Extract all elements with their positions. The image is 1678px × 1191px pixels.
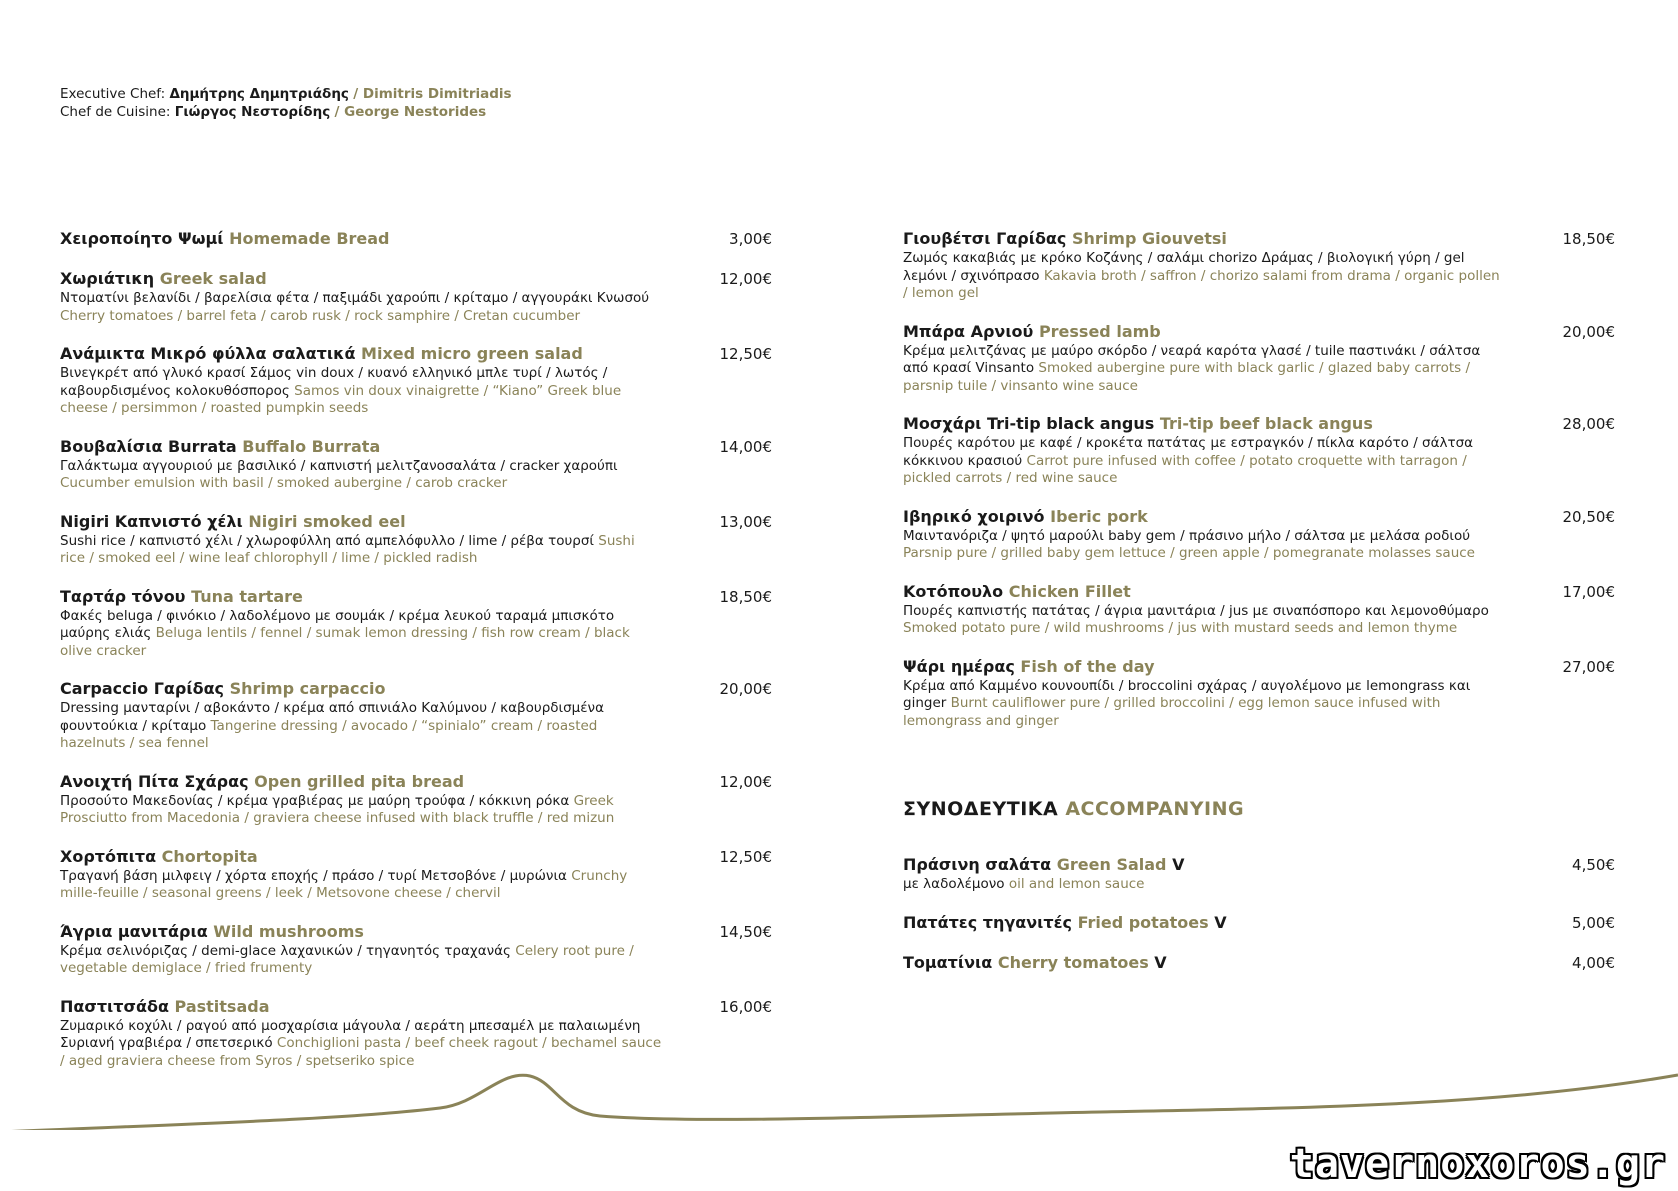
chef-name-en: / Dimitris Dimitriadis xyxy=(353,86,512,102)
menu-item-name-en: Iberic pork xyxy=(1050,506,1148,526)
menu-item-description xyxy=(60,868,772,903)
description-gr: Φακές beluga / φινόκιο / λαδολέμονο με σουμάκ / κρέμα λευκού ταραμά μπισκότο μαύρης ελιάς xyxy=(60,607,615,641)
menu-item-name-en: Wild mushrooms xyxy=(213,921,364,941)
menu-item xyxy=(60,771,772,828)
menu-item-price: 14,00€ xyxy=(719,437,772,456)
menu-item-price: 20,00€ xyxy=(719,680,772,698)
side-item xyxy=(903,854,1615,894)
menu-item-name-gr: Χειροποίητο Ψωμί xyxy=(60,229,224,248)
menu-item-name-gr: Βουβαλίσια Burrata xyxy=(60,436,237,456)
menu-item-title xyxy=(60,436,772,458)
menu-item-title xyxy=(903,228,1615,250)
menu-item-name-gr: Ιβηρικό χοιρινό xyxy=(903,506,1045,526)
description-gr: Τραγανή βάση μιλφειγ / χόρτα εποχής / πράσο / τυρί Μετσοβόνε / μυρώνια xyxy=(60,867,567,884)
menu-item-name-en: Nigiri smoked eel xyxy=(248,511,406,531)
menu-item-name-gr: Ανοιχτή Πίτα Σχάρας xyxy=(60,771,249,791)
chef-credits xyxy=(60,86,512,121)
description-en: Greek Prosciutto from Macedonia / graviera cheese infused with black truffle / red mizun xyxy=(60,792,615,826)
menu-item-title xyxy=(60,996,772,1018)
description-en: Cucumber emulsion with basil / smoked aubergine / carob cracker xyxy=(60,475,508,491)
menu-item-name-en: Tri-tip beef black angus xyxy=(1159,414,1373,433)
description-en: Kakavia broth / saffron / chorizo salami from drama / organic pollen / lemon gel xyxy=(903,267,1500,301)
description-en: Cherry tomatoes / barrel feta / carob rusk / rock samphire / Cretan cucumber xyxy=(60,307,581,324)
menu-item-price: 14,50€ xyxy=(719,922,772,941)
menu-item-description xyxy=(60,290,772,325)
chef-name-gr: Γιώργος Νεστορίδης xyxy=(174,103,331,120)
menu-item-name-gr: Ανάμικτα Μικρό φύλλα σαλατικά xyxy=(60,344,356,363)
menu-item-name-en: Chicken Fillet xyxy=(1008,581,1131,601)
menu-item-title xyxy=(60,921,772,943)
menu-item-name-en: Greek salad xyxy=(159,269,267,288)
menu-item-name-en: Pastitsada xyxy=(174,996,270,1016)
menu-item-title xyxy=(60,771,772,793)
side-item xyxy=(903,952,1615,974)
menu-item-title xyxy=(903,506,1615,528)
side-item-title xyxy=(903,952,1615,974)
description-gr: Κρέμα σελινόριζας / demi-glace λαχανικών / τηγανητός τραχανάς xyxy=(60,942,511,959)
menu-item-price: 13,00€ xyxy=(719,512,772,531)
description-gr: Κρέμα μελιτζάνας με μαύρο σκόρδο / νεαρά καρότα γλασέ / tuile παστινάκι / σάλτσα από κρασί Vinsanto xyxy=(903,342,1481,376)
menu-item xyxy=(60,436,772,493)
menu-item-name-en: Homemade Bread xyxy=(229,229,390,248)
menu-item xyxy=(903,656,1615,731)
menu-item-name-gr: Άγρια μανιτάρια xyxy=(60,921,208,941)
description-en: Beluga lentils / fennel / sumak lemon dressing / fish row cream / black olive cracker xyxy=(60,625,630,659)
side-item-name-en: Green Salad xyxy=(1056,855,1167,874)
description-en: Smoked potato pure / wild mushrooms / jus with mustard seeds and lemon thyme xyxy=(903,620,1458,636)
menu-item xyxy=(60,268,772,325)
menu-item xyxy=(903,228,1615,303)
description-en: Smoked aubergine pure with black garlic / glazed baby carrots / parsnip tuile / vinsanto wine sauce xyxy=(903,360,1471,394)
menu-item-name-en: Buffalo Burrata xyxy=(242,436,381,456)
menu-item xyxy=(60,921,772,978)
menu-item-description xyxy=(903,678,1615,731)
menu-item-price: 18,50€ xyxy=(719,587,772,606)
menu-item-description xyxy=(903,603,1615,638)
menu-item-title xyxy=(60,268,772,290)
menu-item-description xyxy=(903,435,1615,488)
description-gr: Dressing μανταρίνι / αβοκάντο / κρέμα από σπινιάλο Καλύμνου / καβουρδισμένα φουντούκια / κρίταμο xyxy=(60,700,604,734)
description-gr: Βινεγκρέτ από γλυκό κρασί Σάμος vin doux / κυανό ελληνικό μπλε τυρί / λωτός / καβουρδισμένος κολοκυθόσπορος xyxy=(60,365,608,399)
description-en: Tangerine dressing / avocado / “spinialo” cream / roasted hazelnuts / sea fennel xyxy=(60,717,598,751)
description-gr: Προσούτο Μακεδονίας / κρέμα γραβιέρας με μαύρη τρούφα / κόκκινη ρόκα xyxy=(60,792,570,809)
description-en: Samos vin doux vinaigrette / “Kiano” Greek blue cheese / persimmon / roasted pumpkin seeds xyxy=(60,382,622,416)
menu-item-name-gr: Χωριάτικη xyxy=(60,269,155,288)
description-gr: με λαδολέμονο xyxy=(903,876,1005,892)
side-item-name-gr: Τοματίνια xyxy=(903,952,993,972)
menu-item xyxy=(903,321,1615,396)
menu-item-name-en: Pressed lamb xyxy=(1038,321,1161,341)
description-en: Sushi rice / smoked eel / wine leaf chlorophyll / lime / pickled radish xyxy=(60,532,635,566)
menu-item-name-gr: Ψάρι ημέρας xyxy=(903,656,1015,676)
watermark-text: tavernoxoros.gr xyxy=(1289,1141,1666,1187)
side-item-title xyxy=(903,854,1615,876)
menu-item-price: 12,50€ xyxy=(719,847,772,866)
description-en: Carrot pure infused with coffee / potato croquette with tarragon / pickled carrots / red wine sauce xyxy=(903,452,1467,486)
menu-item-title xyxy=(60,678,772,700)
side-item-price: 4,00€ xyxy=(1572,953,1615,972)
menu-item-description xyxy=(60,700,772,753)
menu-item-price: 3,00€ xyxy=(729,230,772,248)
description-gr: Ζυμαρικό κοχύλι / ραγού από μοσχαρίσια μάγουλα / αεράτη μπεσαμέλ με παλαιωμένη Συριανή γραβιέρα / σπετσερικό xyxy=(60,1017,641,1051)
menu-item xyxy=(903,413,1615,488)
menu-item-price: 20,50€ xyxy=(1562,507,1615,526)
chef-role: Executive Chef: xyxy=(60,86,166,102)
description-gr: Πουρές καπνιστής πατάτας / άγρια μανιτάρια / jus με σιναπόσπορο και λεμονοθύμαρο xyxy=(903,602,1489,619)
menu-item-name-gr: Ταρτάρ τόνου xyxy=(60,586,186,606)
menu-item-title xyxy=(903,413,1615,435)
menu-item-price: 20,00€ xyxy=(1562,322,1615,341)
vegetarian-mark: V xyxy=(1214,912,1227,932)
menu-item-name-gr: Παστιτσάδα xyxy=(60,996,169,1016)
section-title-en: ACCOMPANYING xyxy=(1065,798,1245,820)
description-en: Celery root pure / vegetable demiglace / fried frumenty xyxy=(60,942,634,976)
description-en: Crunchy mille-feuille / seasonal greens / leek / Metsovone cheese / chervil xyxy=(60,867,628,901)
section-title-gr: ΣΥΝΟΔΕΥΤΙΚΑ xyxy=(903,798,1059,820)
menu-item-description xyxy=(60,793,772,828)
menu-item-name-en: Open grilled pita bread xyxy=(254,771,465,791)
menu-item-price: 12,00€ xyxy=(719,270,772,288)
side-item-name-en: Fried potatoes xyxy=(1077,912,1209,932)
menu-item-price: 12,50€ xyxy=(719,345,772,363)
description-en: oil and lemon sauce xyxy=(1008,876,1145,892)
menu-item-name-en: Mixed micro green salad xyxy=(361,344,583,363)
menu-right-column xyxy=(903,228,1615,992)
chef-name-gr: Δημήτρης Δημητριάδης xyxy=(169,86,349,102)
chef-name-en: / George Nestorides xyxy=(334,103,487,120)
menu-item-description xyxy=(60,365,772,418)
menu-item xyxy=(60,678,772,753)
menu-item-price: 18,50€ xyxy=(1562,230,1615,248)
menu-item-description xyxy=(903,528,1615,563)
menu-item xyxy=(60,228,772,250)
menu-item-price: 17,00€ xyxy=(1562,582,1615,601)
description-en: Parsnip pure / grilled baby gem lettuce / green apple / pomegranate molasses sauce xyxy=(903,545,1475,561)
menu-item-name-en: Chortopita xyxy=(161,846,258,866)
menu-item-title xyxy=(60,586,772,608)
menu-item-name-en: Shrimp Giouvetsi xyxy=(1071,229,1227,248)
menu-item-description xyxy=(903,250,1615,303)
menu-item xyxy=(60,511,772,568)
description-en: Burnt cauliflower pure / grilled broccolini / egg lemon sauce infused with lemongrass and ginger xyxy=(903,695,1441,729)
menu-item-description xyxy=(60,458,772,493)
menu-item-name-gr: Κοτόπουλο xyxy=(903,581,1004,601)
menu-item-name-en: Tuna tartare xyxy=(191,586,303,606)
menu-item-price: 27,00€ xyxy=(1562,657,1615,676)
menu-item xyxy=(903,581,1615,638)
description-en: Conchiglioni pasta / beef cheek ragout / bechamel sauce / aged graviera cheese from Syros / spetseriko spice xyxy=(60,1035,662,1069)
menu-item-title xyxy=(903,581,1615,603)
menu-item-title xyxy=(60,511,772,533)
menu-item xyxy=(903,506,1615,563)
description-gr: Ζωμός κακαβιάς με κρόκο Κοζάνης / σαλάμι chorizo Δράμας / βιολογική γύρη / gel λεμόνι / σχινόπρασο xyxy=(903,250,1465,284)
side-item-title xyxy=(903,912,1615,934)
menu-item-title xyxy=(60,846,772,868)
menu-item xyxy=(60,846,772,903)
executive-chef-line xyxy=(60,86,512,104)
menu-item-title xyxy=(903,321,1615,343)
menu-item-title xyxy=(60,343,772,365)
chef-role: Chef de Cuisine: xyxy=(60,103,171,120)
menu-item-description xyxy=(60,943,772,978)
menu-item-name-gr: Χορτόπιτα xyxy=(60,846,157,866)
accompanying-section-title xyxy=(903,798,1615,820)
side-item xyxy=(903,912,1615,934)
side-item-name-gr: Πράσινη σαλάτα xyxy=(903,855,1052,874)
menu-item-price: 16,00€ xyxy=(719,997,772,1016)
menu-item-name-gr: Μοσχάρι Tri-tip black angus xyxy=(903,414,1155,433)
menu-item-name-gr: Μπάρα Αρνιού xyxy=(903,321,1034,341)
description-gr: Πουρές καρότου με καφέ / κροκέτα πατάτας με εστραγκόν / πίκλα καρότο / σάλτσα κόκκινου κρασιού xyxy=(903,435,1474,469)
menu-item-name-gr: Nigiri Καπνιστό χέλι xyxy=(60,511,243,531)
description-gr: Γαλάκτωμα αγγουριού με βασιλικό / καπνιστή μελιτζανοσαλάτα / cracker χαρούπι xyxy=(60,457,618,474)
side-item-name-en: Cherry tomatoes xyxy=(997,952,1149,972)
menu-item xyxy=(60,996,772,1071)
chef-de-cuisine-line xyxy=(60,104,512,122)
menu-item-title xyxy=(903,656,1615,678)
description-gr: Μαιντανόριζα / ψητό μαρούλι baby gem / πράσινο μήλο / σάλτσα με μελάσα ροδιού xyxy=(903,527,1471,544)
menu-item-name-gr: Γιουβέτσι Γαρίδας xyxy=(903,229,1067,248)
description-gr: Sushi rice / καπνιστό χέλι / χλωροφύλλη από αμπελόφυλλο / lime / ρέβα τουρσί xyxy=(60,532,594,549)
menu-item-price: 28,00€ xyxy=(1562,415,1615,433)
side-item-name-gr: Πατάτες τηγανιτές xyxy=(903,912,1072,932)
menu-item-description xyxy=(60,533,772,568)
menu-item xyxy=(60,343,772,418)
vegetarian-mark: V xyxy=(1172,855,1185,874)
menu-item-name-gr: Carpaccio Γαρίδας xyxy=(60,679,225,698)
description-gr: Ντοματίνι βελανίδι / βαρελίσια φέτα / παξιμάδι χαρούπι / κρίταμο / αγγουράκι Κνωσού xyxy=(60,290,650,306)
side-item-price: 4,50€ xyxy=(1572,856,1615,874)
menu-item-name-en: Fish of the day xyxy=(1020,656,1155,676)
side-item-description xyxy=(903,876,1615,894)
vegetarian-mark: V xyxy=(1154,952,1167,972)
menu-item-description xyxy=(903,343,1615,396)
menu-item-name-en: Shrimp carpaccio xyxy=(229,679,386,698)
side-item-price: 5,00€ xyxy=(1572,913,1615,932)
menu-item xyxy=(60,586,772,661)
description-gr: Κρέμα από Καμμένο κουνουπίδι / broccolini σχάρας / αυγολέμονο με lemongrass και ginger xyxy=(903,677,1471,711)
menu-item-price: 12,00€ xyxy=(719,772,772,791)
menu-item-description xyxy=(60,608,772,661)
decorative-wave-line xyxy=(0,1060,1678,1130)
menu-item-title xyxy=(60,228,772,250)
menu-left-column xyxy=(60,228,772,1088)
